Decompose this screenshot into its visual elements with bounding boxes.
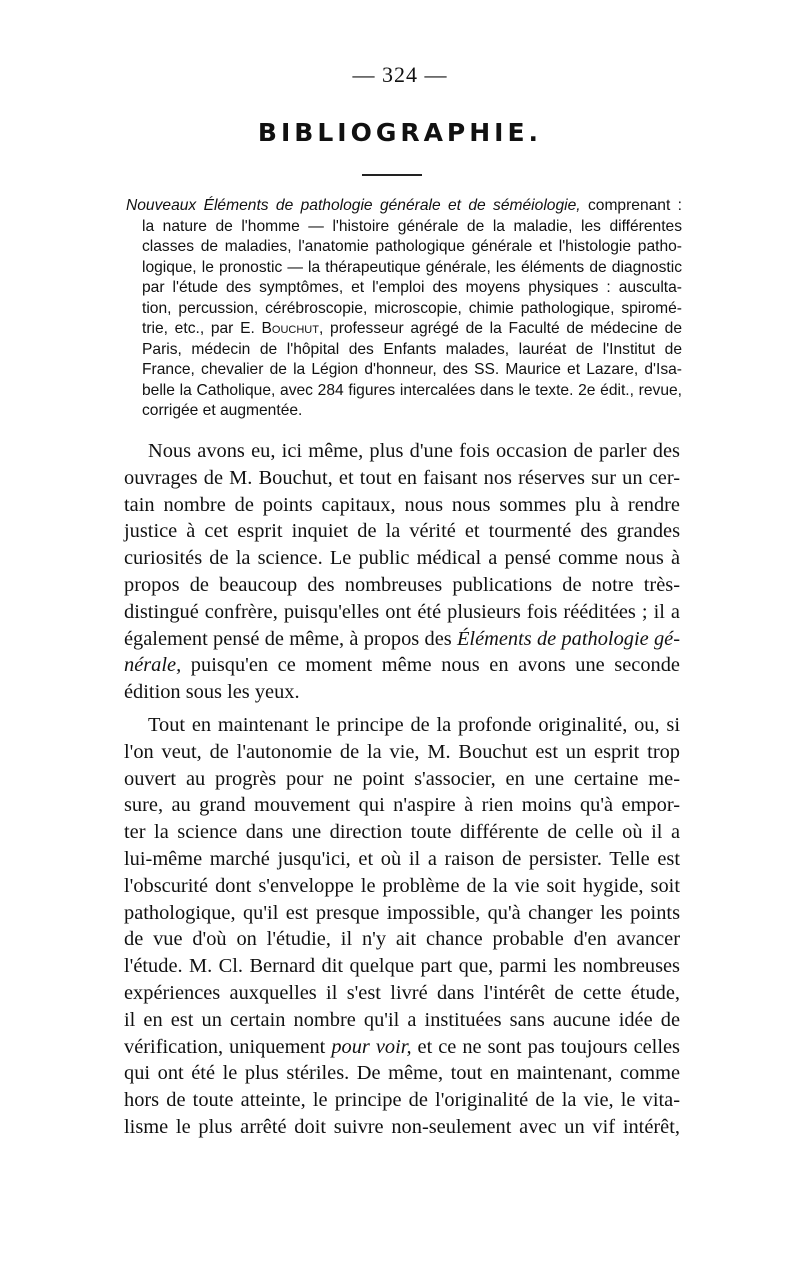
emphasis: pour voir, [331, 1035, 412, 1058]
text-line: pathologique, qu'il est presque impossible, qu'à changer les points [124, 901, 680, 924]
text-line: Nous avons eu, ici même, plus d'une fois occasion de parler des [148, 440, 680, 462]
review-text [124, 438, 680, 1141]
text-line: l'on veut, de l'autonomie de la vie, M. Bouchut est un esprit trop [124, 740, 680, 763]
text-line: hors de toute atteinte, le principe de l'originalité de la vie, le vita- [124, 1089, 680, 1112]
citation-line: Paris, médecin de l'hôpital des Enfants malades, lauréat de l'Institut de [142, 340, 682, 358]
citation-line: logique, le pronostic — la thérapeutique générale, les éléments de diagnostic [142, 258, 682, 276]
book-title: Nouveaux Éléments de pathologie générale et de séméiologie, [126, 197, 581, 214]
section-title: BIBLIOGRAPHIE. [257, 118, 543, 147]
text-line: sure, au grand mouvement qui n'aspire à rien moins qu'à empor- [124, 794, 680, 817]
citation-line: par l'étude des symptômes, et l'emploi des moyens physiques : ausculta- [142, 279, 682, 296]
citation-line: tion, percussion, cérébroscopie, microscopie, chimie pathologique, spiromé- [142, 299, 682, 317]
bibliographic-citation [126, 196, 682, 422]
text-line: l'obscurité dont s'enveloppe le problème de la vie soit hygide, soit [124, 874, 680, 897]
text-line: de vue d'où on l'étudie, il n'y ait chance probable d'en avancer [124, 928, 680, 951]
text-line: édition sous les yeux. [124, 681, 300, 704]
text-line: distingué confrère, puisqu'elles ont été plusieurs fois rééditées ; il a [124, 600, 680, 623]
text-line: lisme le plus arrêté doit suivre non-seulement avec un vif intérêt, [124, 1115, 680, 1138]
citation-line: France, chevalier de la Légion d'honneur, des SS. Maurice et Lazare, d'Isa- [142, 361, 682, 378]
text-line: Tout en maintenant le principe de la profonde originalité, ou, si [148, 713, 680, 736]
text-line: également pensé de même, à propos des Éléments de pathologie gé- [124, 627, 680, 650]
page-number: — 324 — [352, 62, 448, 87]
text-line: lui-même marché jusqu'ici, et où il a raison de persister. Telle est [124, 847, 680, 870]
title-divider [362, 174, 422, 176]
text-line: l'étude. M. Cl. Bernard dit quelque part que, parmi les nombreuses [124, 955, 680, 978]
paragraph [124, 438, 680, 706]
citation-line: belle la Catholique, avec 284 figures intercalées dans le texte. 2e édit., revue, [142, 381, 682, 399]
text-line: ter la science dans une direction toute différente de celle où il a [124, 821, 680, 844]
text-line: nérale, puisqu'en ce moment même nous en avons une seconde [124, 654, 680, 677]
text-line: propos de beaucoup des nombreuses publications de notre très- [124, 573, 680, 596]
text-line: expériences auxquelles il s'est livré dans l'intérêt de cette étude, [124, 981, 680, 1004]
citation-line: trie, etc., par E. Bouchut, professeur agrégé de la Faculté de médecine de [142, 320, 683, 337]
citation-line: Nouveaux Éléments de pathologie générale et de séméiologie, comprenant : [126, 197, 683, 214]
text-line: ouvert au progrès pour ne point s'associer, en une certaine me- [124, 767, 680, 790]
author-name: Bouchut, [261, 320, 324, 337]
citation-line: classes de maladies, l'anatomie pathologique générale et l'histologie patho- [142, 238, 682, 255]
text-line: justice à cet esprit inquiet de la vérité et tourmenté des grandes [124, 520, 680, 543]
citation-line: corrigée et augmentée. [142, 402, 303, 419]
text-line: curiosités de la science. Le public médical a pensé comme nous à [124, 547, 680, 570]
text-line: il en est un certain nombre qu'il a instituées sans aucune idée de [124, 1008, 680, 1031]
text-line: vérification, uniquement pour voir, et ce ne sont pas toujours celles [124, 1035, 680, 1058]
paragraph [124, 712, 680, 1141]
citation-line: la nature de l'homme — l'histoire générale de la maladie, les différentes [142, 217, 682, 235]
text-line: ouvrages de M. Bouchut, et tout en faisant nos réserves sur un cer- [124, 466, 680, 489]
text-line: tain nombre de points capitaux, nous nous sommes plu à rendre [124, 493, 680, 516]
text-line: qui ont été le plus stériles. De même, tout en maintenant, comme [124, 1062, 680, 1085]
book-title-reference: Éléments de pathologie gé- [456, 627, 680, 650]
